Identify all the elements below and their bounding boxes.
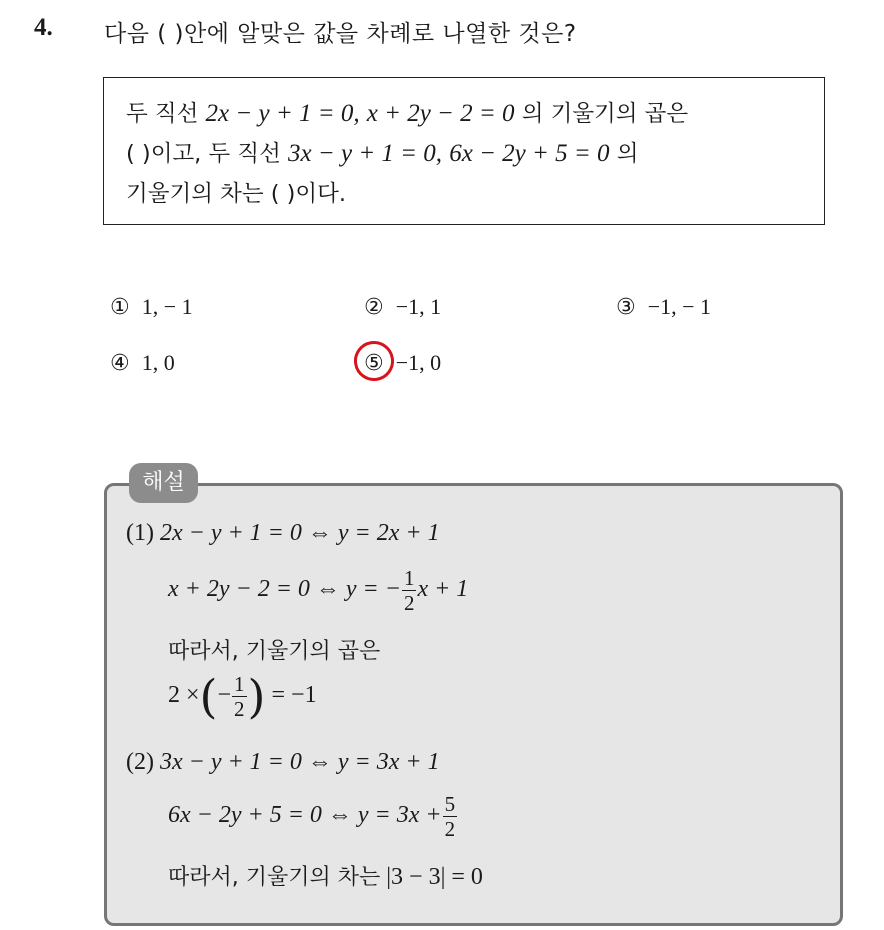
prompt-line1-eq1: 2x − y + 1 = 0, (205, 100, 360, 127)
choice-1-value: 1, − 1 (141, 294, 193, 319)
solution-p1-result-right: = −1 (271, 682, 317, 709)
solution-p1-result-left: 2 × (168, 682, 200, 709)
solution-p1-conclusion (168, 634, 380, 665)
choice-5-number: ⑤ (364, 351, 384, 376)
choice-4-value: 1, 0 (141, 350, 175, 375)
prompt-line2-blank: ( )이고, 두 직선 (126, 141, 281, 167)
prompt-line1-eq2: x + 2y − 2 = 0 (366, 100, 515, 127)
solution-p1-eq2-right: x + 1 (417, 576, 469, 603)
solution-p2-label: (2) (126, 749, 154, 775)
choice-1[interactable] (110, 294, 193, 320)
choice-5-value: −1, 0 (395, 350, 442, 375)
choice-3-value: −1, − 1 (647, 294, 712, 319)
solution-p1-result (168, 669, 317, 724)
solution-p2-result: |3 − 3| = 0 (386, 864, 483, 890)
fraction-denominator: 2 (234, 697, 245, 722)
solution-p2-conclusion-text: 따라서, 기울기의 차는 (168, 865, 381, 890)
solution-p2-eq2-left: 6x − 2y + 5 = 0 ⇔ y = 3x + (168, 802, 442, 829)
prompt-line2-eq2: 6x − 2y + 5 = 0 (449, 140, 610, 167)
fraction-one-half-2 (232, 672, 247, 721)
choice-2-number: ② (364, 295, 384, 320)
choice-1-number: ① (110, 295, 130, 320)
choice-4-number: ④ (110, 351, 130, 376)
fraction-denominator: 2 (403, 591, 415, 616)
solution-p2-equation: 3x − y + 1 = 0 ⇔ y = 3x + 1 (159, 749, 440, 775)
solution-p1-result-minus: − (217, 682, 232, 709)
right-paren: ) (247, 669, 266, 724)
prompt-box (103, 77, 825, 225)
prompt-line2-tail: 의 (616, 141, 639, 167)
solution-p1-eq1 (126, 520, 440, 547)
fraction-numerator: 5 (444, 792, 456, 816)
solution-p1-eq2-left: x + 2y − 2 = 0 ⇔ y = − (168, 576, 401, 603)
prompt-line2-eq1: 3x − y + 1 = 0, (288, 140, 443, 167)
prompt-line-3: 기울기의 차는 ( )이다. (126, 181, 347, 207)
solution-p1-conclusion-text: 따라서, 기울기의 곱은 (168, 639, 381, 664)
choice-3[interactable] (616, 294, 711, 320)
fraction-numerator: 1 (403, 566, 415, 590)
prompt-line1-tail: 의 기울기의 곱은 (521, 101, 689, 127)
fraction-one-half (402, 566, 417, 615)
prompt-line1-korean: 두 직선 (126, 101, 199, 127)
solution-p2-eq2 (168, 792, 458, 841)
choice-2[interactable] (364, 294, 441, 320)
question-number: 4. (34, 14, 53, 41)
solution-p2-conclusion (168, 860, 483, 891)
fraction-numerator: 1 (234, 672, 245, 696)
solution-tab-label: 해설 (129, 463, 198, 503)
solution-p2-eq1 (126, 749, 440, 776)
choice-2-value: −1, 1 (395, 294, 442, 319)
solution-p1-eq2 (168, 566, 468, 615)
question-text: 다음 ( )안에 알맞은 값을 차례로 나열한 것은? (104, 21, 577, 47)
prompt-line-1 (126, 96, 688, 128)
solution-p1-equation: 2x − y + 1 = 0 ⇔ y = 2x + 1 (159, 520, 440, 546)
fraction-denominator: 2 (444, 817, 456, 842)
fraction-five-half (443, 792, 458, 841)
answer-circle-mark (351, 338, 397, 384)
prompt-line-2 (126, 136, 638, 168)
choice-3-number: ③ (616, 295, 636, 320)
left-paren: ( (199, 669, 218, 724)
choice-4[interactable] (110, 350, 175, 376)
solution-p1-label: (1) (126, 520, 154, 546)
